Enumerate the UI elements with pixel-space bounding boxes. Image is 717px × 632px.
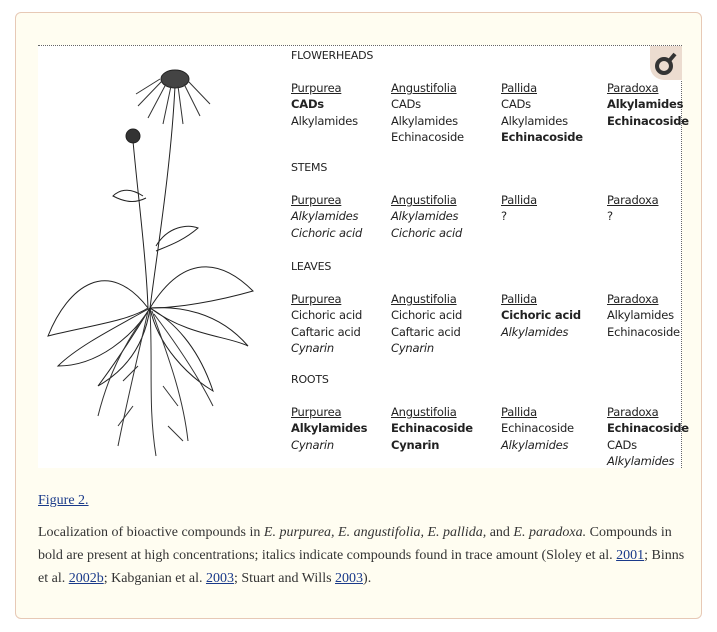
compound-item: Alkylamides [391,113,458,128]
compound-item: ? [501,209,507,224]
compound-item: Cynarin [391,340,434,355]
figure-title-link[interactable]: Figure 2. [38,493,89,508]
compound-item: Cichoric acid [391,308,463,323]
species-header: Paradoxa [607,405,659,419]
reference-link[interactable]: 2003 [335,571,364,586]
species-header: Paradoxa [607,292,659,306]
species-header: Angustifolia [391,292,457,306]
figure-caption [38,521,688,590]
compound-item: Alkylamides [291,113,358,128]
caption-text: Compounds in bold are present at high concentrations; italics indicate compounds found in trace amount (Sloley et al. [38,525,672,563]
compound-item: Cichoric acid [291,308,363,323]
compound-item: CADs [501,97,531,112]
echinacea-plant-illustration [38,46,288,469]
figure-image[interactable] [38,45,689,468]
compound-item: Cichoric acid [291,225,363,240]
species-header: Pallida [501,193,537,207]
section-title: FLOWERHEADS [291,49,374,62]
reference-link[interactable]: 2002b [68,571,104,586]
caption-text: ; Stuart and Wills [233,571,336,586]
compound-item: Alkylamides [501,324,569,339]
caption-species: E. paradoxa. [513,525,587,540]
caption-text: ; Kabganian et al. [103,571,206,586]
species-header: Paradoxa [607,193,659,207]
reference-link[interactable]: 2003 [205,571,234,586]
compound-item: Caftaric acid [291,324,361,339]
compound-item: CADs [607,437,637,452]
species-header: Angustifolia [391,81,457,95]
section-title: LEAVES [291,260,332,273]
compound-item: Alkylamides [501,437,569,452]
compound-item: Alkylamides [501,113,568,128]
compound-item: Echinacoside [607,324,680,339]
species-header: Pallida [501,81,537,95]
compound-item: Alkylamides [607,97,684,112]
species-header: Purpurea [291,81,342,95]
caption-text: ). [363,571,372,586]
section-title: STEMS [291,161,328,174]
compound-item: Cynarin [391,437,440,452]
reference-link[interactable]: 2001 [616,548,645,563]
species-header: Paradoxa [607,81,659,95]
compound-item: CADs [291,97,324,112]
caption-species: E. purpurea, E. angustifolia, E. pallida, [263,525,487,540]
compound-item: Cynarin [291,340,334,355]
compound-item: Cynarin [291,437,334,452]
compound-item: Alkylamides [607,308,674,323]
species-header: Angustifolia [391,193,457,207]
magnifier-icon [650,46,682,80]
compound-item: Cichoric acid [391,225,463,240]
compound-item: Echinacoside [391,129,464,144]
species-header: Purpurea [291,193,342,207]
caption-text: and [486,525,514,540]
species-header: Purpurea [291,405,342,419]
compound-item: Caftaric acid [391,324,461,339]
compound-item: Echinacoside [501,129,583,144]
compound-item: Echinacoside [607,113,689,128]
caption-text: Localization of bioactive compounds in [38,525,264,540]
compound-item: Echinacoside [501,421,574,436]
species-header: Angustifolia [391,405,457,419]
compound-item: ? [607,209,613,224]
compound-item: Echinacoside [607,421,689,436]
compound-item: Alkylamides [607,453,675,468]
compound-item: CADs [391,97,421,112]
species-header: Purpurea [291,292,342,306]
section-title: ROOTS [291,373,329,386]
compound-item: Echinacoside [391,421,473,436]
caption-text: ; Binns et al. [38,548,685,586]
compound-item: Alkylamides [291,421,368,436]
compound-item: Alkylamides [391,209,459,224]
compound-item: Alkylamides [291,209,359,224]
species-header: Pallida [501,292,537,306]
species-header: Pallida [501,405,537,419]
zoom-magnifier-button[interactable] [650,46,682,80]
compound-item: Cichoric acid [501,308,581,323]
